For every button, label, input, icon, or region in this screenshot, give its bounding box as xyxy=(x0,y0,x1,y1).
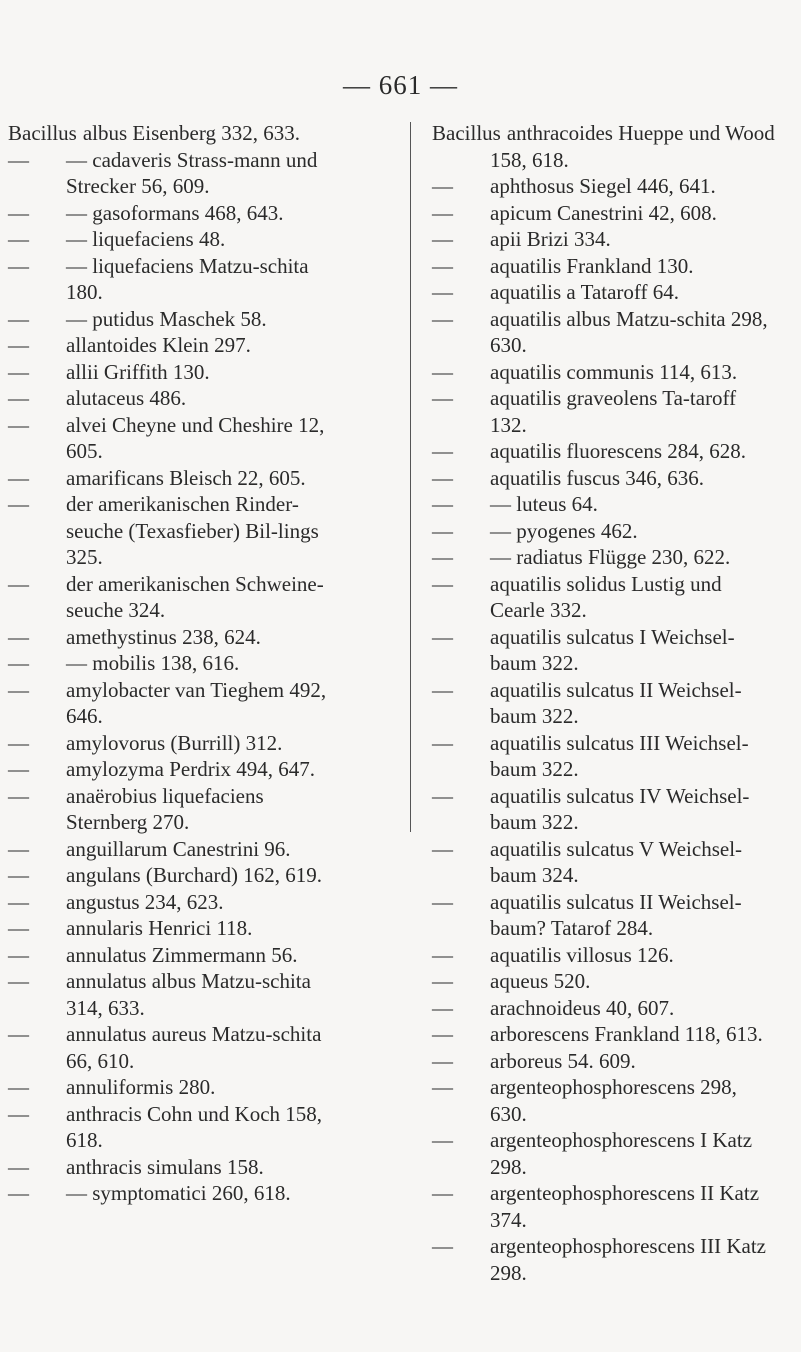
entry-text: arachnoideus 40, 607. xyxy=(490,995,675,1020)
entry-text: — putidus Maschek 58. xyxy=(66,306,267,331)
entry-lead: — xyxy=(432,465,453,490)
entry-text: allii Griffith 130. xyxy=(66,359,210,384)
entry-text: annularis Henrici 118. xyxy=(66,916,253,940)
index-entry xyxy=(8,915,338,942)
entry-text: anthracoides Hueppe und Wood 158, 618. xyxy=(490,121,775,172)
entry-text: aquatilis communis 114, 613. xyxy=(490,359,738,384)
entry-lead: Bacillus xyxy=(432,121,501,145)
entry-text: — pyogenes 462. xyxy=(490,518,638,543)
index-entry xyxy=(8,412,338,465)
entry-lead: — xyxy=(432,1048,453,1073)
index-entry xyxy=(432,200,777,227)
index-entry xyxy=(432,1127,777,1180)
entry-lead: — xyxy=(432,624,453,649)
entry-lead: — xyxy=(8,889,29,914)
entry-lead: — xyxy=(432,1181,453,1205)
entry-lead: — xyxy=(8,836,29,861)
index-entry xyxy=(432,438,777,465)
entry-lead: — xyxy=(8,492,29,516)
index-entry xyxy=(8,1101,338,1154)
entry-text: annulatus albus Matzu-schita 314, 633. xyxy=(66,969,311,1020)
entry-text: annuliformis 280. xyxy=(66,1075,216,1099)
entry-lead: — xyxy=(8,651,29,675)
entry-text: aquatilis albus Matzu-schita 298, 630. xyxy=(490,306,768,357)
entry-text: argenteophosphorescens II Katz 374. xyxy=(490,1181,760,1232)
entry-text: aquatilis sulcatus II Weichsel-baum 322. xyxy=(490,677,742,728)
entry-text: argenteophosphorescens III Katz 298. xyxy=(490,1234,767,1285)
entry-lead: — xyxy=(432,439,453,463)
entry-text: amethystinus 238, 624. xyxy=(66,624,261,649)
entry-lead: — xyxy=(8,757,29,781)
index-entry xyxy=(432,730,777,783)
entry-lead: — xyxy=(8,863,29,887)
entry-text: der amerikanischen Schweine-seuche 324. xyxy=(66,571,324,622)
index-entry xyxy=(432,783,777,836)
entry-text: anthracis simulans 158. xyxy=(66,1154,264,1179)
entry-lead: — xyxy=(432,889,453,914)
entry-lead: — xyxy=(8,1022,29,1046)
entry-text: aqueus 520. xyxy=(490,969,591,993)
index-entry xyxy=(432,385,777,438)
entry-lead: — xyxy=(8,253,29,278)
index-entry xyxy=(432,1074,777,1127)
index-entry xyxy=(432,1180,777,1233)
index-entry xyxy=(432,624,777,677)
entry-text: aquatilis sulcatus IV Weichsel-baum 322. xyxy=(490,783,750,834)
index-entry xyxy=(8,836,338,863)
index-entry xyxy=(8,465,338,492)
entry-lead: — xyxy=(432,1128,453,1152)
entry-text: amarificans Bleisch 22, 605. xyxy=(66,465,306,490)
index-entry xyxy=(8,253,338,306)
index-entry xyxy=(432,571,777,624)
right-column xyxy=(432,120,777,1286)
index-entry xyxy=(432,359,777,386)
page-number: — 661 — xyxy=(343,70,458,100)
entry-lead: — xyxy=(432,518,453,543)
entry-lead: — xyxy=(432,1075,453,1099)
index-entry xyxy=(432,465,777,492)
entry-lead: — xyxy=(432,571,453,596)
index-entry xyxy=(432,306,777,359)
entry-lead: — xyxy=(8,386,29,410)
index-entry xyxy=(8,571,338,624)
entry-text: arboreus 54. 609. xyxy=(490,1048,636,1073)
entry-text: aquatilis sulcatus II Weichsel-baum? Tatarof 284. xyxy=(490,889,742,940)
entry-text: amylobacter van Tieghem 492, 646. xyxy=(66,677,327,728)
entry-text: alutaceus 486. xyxy=(66,386,187,410)
left-column xyxy=(8,120,338,1207)
entry-lead: — xyxy=(8,942,29,967)
index-entry xyxy=(432,544,777,571)
index-entry xyxy=(432,279,777,306)
entry-text: apii Brizi 334. xyxy=(490,227,611,251)
entry-text: — radiatus Flügge 230, 622. xyxy=(490,545,731,569)
entry-lead: — xyxy=(8,333,29,357)
entry-lead: — xyxy=(432,306,453,331)
entry-text: alvei Cheyne und Cheshire 12, 605. xyxy=(66,412,325,463)
entry-text: aquatilis sulcatus I Weichsel-baum 322. xyxy=(490,624,735,675)
entry-text: aquatilis fuscus 346, 636. xyxy=(490,465,705,490)
entry-lead: — xyxy=(8,730,29,755)
entry-text: — symptomatici 260, 618. xyxy=(66,1181,291,1205)
entry-text: anthracis Cohn und Koch 158, 618. xyxy=(66,1101,323,1152)
index-entry xyxy=(432,518,777,545)
entry-lead: — xyxy=(8,359,29,384)
entry-text: — liquefaciens Matzu-schita 180. xyxy=(66,253,309,304)
entry-lead: — xyxy=(432,1022,453,1046)
entry-lead: — xyxy=(432,280,453,304)
entry-text: aquatilis Frankland 130. xyxy=(490,253,694,278)
index-entry xyxy=(8,1074,338,1101)
entry-text: aquatilis sulcatus III Weichsel-baum 322. xyxy=(490,730,749,781)
index-entry xyxy=(8,1021,338,1074)
entry-lead: — xyxy=(8,916,29,940)
entry-lead: — xyxy=(432,995,453,1020)
index-entry xyxy=(8,942,338,969)
entry-text: aphthosus Siegel 446, 641. xyxy=(490,174,716,198)
index-entry xyxy=(432,942,777,969)
entry-lead: — xyxy=(432,227,453,251)
entry-text: aquatilis villosus 126. xyxy=(490,942,674,967)
entry-lead: — xyxy=(8,1154,29,1179)
entry-text: der amerikanischen Rinder-seuche (Texasfieber) Bil-lings 325. xyxy=(66,492,319,569)
entry-text: amylovorus (Burrill) 312. xyxy=(66,730,283,755)
column-divider xyxy=(410,122,411,832)
index-entry xyxy=(432,677,777,730)
index-entry xyxy=(8,306,338,333)
entry-text: aquatilis solidus Lustig und Cearle 332. xyxy=(490,571,722,622)
entry-text: — liquefaciens 48. xyxy=(66,227,226,251)
index-entry xyxy=(432,1048,777,1075)
index-entry xyxy=(8,756,338,783)
entry-lead: — xyxy=(8,465,29,490)
index-entry xyxy=(432,120,777,173)
entry-text: aquatilis sulcatus V Weichsel-baum 324. xyxy=(490,836,743,887)
entry-lead: — xyxy=(8,783,29,808)
entry-lead: — xyxy=(432,359,453,384)
entry-text: apicum Canestrini 42, 608. xyxy=(490,200,717,225)
entry-text: allantoides Klein 297. xyxy=(66,333,251,357)
entry-lead: — xyxy=(432,386,453,410)
index-entry xyxy=(432,995,777,1022)
entry-lead: — xyxy=(432,836,453,861)
entry-lead: — xyxy=(432,545,453,569)
entry-lead: — xyxy=(8,412,29,437)
index-entry xyxy=(8,226,338,253)
index-entry xyxy=(8,1180,338,1207)
entry-lead: Bacillus xyxy=(8,121,77,145)
index-entry xyxy=(8,862,338,889)
index-entry xyxy=(432,1233,777,1286)
entry-lead: — xyxy=(432,200,453,225)
index-entry xyxy=(432,226,777,253)
entry-lead: — xyxy=(8,969,29,993)
entry-lead: — xyxy=(432,942,453,967)
index-entry xyxy=(8,889,338,916)
index-entry xyxy=(432,889,777,942)
index-entry xyxy=(8,147,338,200)
index-entry xyxy=(432,836,777,889)
entry-lead: — xyxy=(432,253,453,278)
entry-lead: — xyxy=(432,1234,453,1258)
entry-lead: — xyxy=(8,227,29,251)
entry-lead: — xyxy=(8,571,29,596)
entry-lead: — xyxy=(8,624,29,649)
entry-text: anaërobius liquefaciens Sternberg 270. xyxy=(66,783,264,834)
index-entry xyxy=(8,624,338,651)
index-entry xyxy=(8,332,338,359)
index-entry xyxy=(432,491,777,518)
entry-text: — gasoformans 468, 643. xyxy=(66,200,284,225)
index-entry xyxy=(8,1154,338,1181)
index-entry xyxy=(8,677,338,730)
entry-lead: — xyxy=(8,147,29,172)
entry-lead: — xyxy=(432,969,453,993)
index-entry xyxy=(432,1021,777,1048)
entry-text: argenteophosphorescens 298, 630. xyxy=(490,1075,737,1126)
index-entry xyxy=(8,200,338,227)
entry-text: angustus 234, 623. xyxy=(66,889,224,914)
entry-text: — cadaveris Strass-mann und Strecker 56, 609. xyxy=(66,147,318,198)
index-entry xyxy=(432,253,777,280)
entry-lead: — xyxy=(432,677,453,702)
entry-text: anguillarum Canestrini 96. xyxy=(66,836,291,861)
index-entry xyxy=(432,968,777,995)
entry-text: argenteophosphorescens I Katz 298. xyxy=(490,1128,753,1179)
entry-text: — luteus 64. xyxy=(490,492,598,516)
entry-lead: — xyxy=(432,174,453,198)
entry-lead: — xyxy=(8,677,29,702)
index-entry xyxy=(8,783,338,836)
index-entry xyxy=(8,359,338,386)
entry-text: aquatilis graveolens Ta-taroff 132. xyxy=(490,386,737,437)
entry-lead: — xyxy=(432,730,453,755)
index-entry xyxy=(8,385,338,412)
entry-text: arborescens Frankland 118, 613. xyxy=(490,1022,763,1046)
entry-lead: — xyxy=(8,200,29,225)
index-entry xyxy=(8,491,338,571)
entry-lead: — xyxy=(8,1075,29,1099)
entry-text: aquatilis a Tataroff 64. xyxy=(490,280,680,304)
entry-text: amylozyma Perdrix 494, 647. xyxy=(66,757,316,781)
entry-lead: — xyxy=(432,492,453,516)
entry-lead: — xyxy=(8,306,29,331)
index-entry xyxy=(432,173,777,200)
index-entry xyxy=(8,730,338,757)
entry-text: aquatilis fluorescens 284, 628. xyxy=(490,439,747,463)
entry-lead: — xyxy=(8,1101,29,1126)
entry-text: — mobilis 138, 616. xyxy=(66,651,240,675)
entry-lead: — xyxy=(8,1181,29,1205)
index-entry xyxy=(8,120,338,147)
entry-text: annulatus aureus Matzu-schita 66, 610. xyxy=(66,1022,322,1073)
index-entry xyxy=(8,650,338,677)
entry-text: albus Eisenberg 332, 633. xyxy=(82,121,300,145)
index-entry xyxy=(8,968,338,1021)
entry-lead: — xyxy=(432,783,453,808)
entry-text: annulatus Zimmermann 56. xyxy=(66,942,298,967)
entry-text: angulans (Burchard) 162, 619. xyxy=(66,863,323,887)
